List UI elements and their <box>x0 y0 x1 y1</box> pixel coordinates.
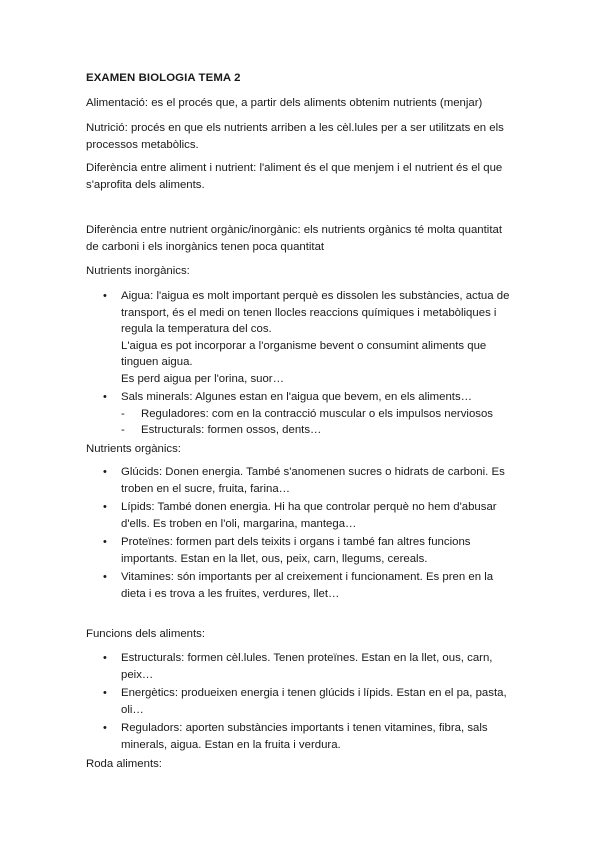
organic-list <box>86 464 526 602</box>
text-line: Reguladors: aporten substàncies importants i tenen vitamines, fibra, sals <box>121 722 488 734</box>
list-item-estructurals <box>86 650 526 683</box>
sub-item-estructurals <box>121 422 526 439</box>
text-line: de carboni i els inorgànics tenen poca quantitat <box>86 240 325 253</box>
list-item-lipids <box>86 499 526 532</box>
text-line: L'aigua es pot incorporar a l'organisme bevent o consumint aliments que <box>121 339 487 352</box>
dash-icon: - <box>121 424 125 436</box>
text-line: regula la temperatura del cos. <box>121 323 272 335</box>
definition-alimentacio <box>86 95 526 112</box>
text-line: dieta i es trova a les fruites, verdures, llet… <box>121 587 340 600</box>
text-line: troben en el sucre, fruita, farina… <box>121 482 291 495</box>
list-item-proteines <box>86 534 526 567</box>
text-line: Estructurals: formen ossos, dents… <box>141 424 322 436</box>
inorganic-list <box>86 288 526 439</box>
list-item-energetics <box>86 685 526 718</box>
text-line: oli… <box>121 703 144 716</box>
definition-organic-inorganic <box>86 222 526 255</box>
text-line: Sals minerals: Algunes estan en l'aigua que bevem, en els aliments… <box>121 391 473 403</box>
heading-nutrients-inorganics: Nutrients inorgànics: <box>86 265 190 277</box>
list-item-sals-minerals <box>86 389 526 439</box>
list-item-reguladors <box>86 720 526 753</box>
text-line: transport, és el medi on tenen llocles reaccions químiques i metabòliques i <box>121 306 497 319</box>
functions-list <box>86 650 526 753</box>
bullet-icon: • <box>103 290 107 302</box>
text-line: Glúcids: Donen energia. També s'anomenen sucres o hidrats de carboni. Es <box>121 466 505 478</box>
bullet-icon: • <box>103 571 107 583</box>
text-line: minerals, aigua. Estan en la fruita i verdura. <box>121 738 341 751</box>
bullet-icon: • <box>103 722 107 734</box>
heading-nutrients-organics: Nutrients orgànics: <box>86 443 181 455</box>
text-line: Diferència entre aliment i nutrient: l'aliment és el que menjem i el nutrient és el que <box>86 162 503 174</box>
text-line: s'aprofita dels aliments. <box>86 178 205 191</box>
text-line: Reguladores: com en la contracció muscular o els impulsos nerviosos <box>141 407 494 420</box>
bullet-icon: • <box>103 536 107 548</box>
text-line: Aigua: l'aigua es molt important perquè es dissolen les substàncies, actua de <box>121 290 510 302</box>
definition-aliment-nutrient <box>86 160 526 193</box>
bullet-icon: • <box>103 391 107 403</box>
text-line: processos metabòlics. <box>86 138 199 151</box>
bullet-icon: • <box>103 501 107 513</box>
text-line: Nutrició: procés en que els nutrients arriben a les cèl.lules per a ser utilitzats en els <box>86 122 504 134</box>
text-line: Lípids: També donen energia. Hi ha que controlar perquè no hem d'abusar <box>121 501 497 513</box>
text-line: Energètics: produeixen energia i tenen glúcids i lípids. Estan en el pa, pasta, <box>121 687 507 699</box>
heading-funcions-aliments: Funcions dels aliments: <box>86 628 206 640</box>
text-line: tinguen aigua. <box>121 356 193 368</box>
document-title: EXAMEN BIOLOGIA TEMA 2 <box>86 72 241 84</box>
list-item-vitamines <box>86 569 526 602</box>
bullet-icon: • <box>103 652 107 664</box>
list-item-aigua <box>86 288 526 387</box>
bullet-icon: • <box>103 687 107 699</box>
definition-nutricio <box>86 120 526 153</box>
text-line: peix… <box>121 668 154 681</box>
sub-list <box>121 406 526 439</box>
list-item-glucids <box>86 464 526 497</box>
text-line: Estructurals: formen cèl.lules. Tenen proteïnes. Estan en la llet, ous, carn, <box>121 652 493 664</box>
sub-item-reguladores <box>121 406 526 423</box>
text-line: Diferència entre nutrient orgànic/inorgànic: els nutrients orgànics té molta quantitat <box>86 224 502 236</box>
text-line: importants. Estan en la llet, ous, peix, carn, llegums, cereals. <box>121 552 428 565</box>
text-line: d'ells. Es troben en l'oli, margarina, mantega… <box>121 517 357 530</box>
text-line: Alimentació: es el procés que, a partir dels aliments obtenim nutrients (menjar) <box>86 97 483 109</box>
text-line: Proteïnes: formen part dels teixits i organs i també fan altres funcions <box>121 536 471 548</box>
text-line: Es perd aigua per l'orina, suor… <box>121 372 284 385</box>
dash-icon: - <box>121 407 125 420</box>
text-line: Vitamines: són importants per al creixement i funcionament. Es pren en la <box>121 571 494 583</box>
bullet-icon: • <box>103 466 107 478</box>
heading-roda-aliments: Roda aliments: <box>86 758 162 770</box>
